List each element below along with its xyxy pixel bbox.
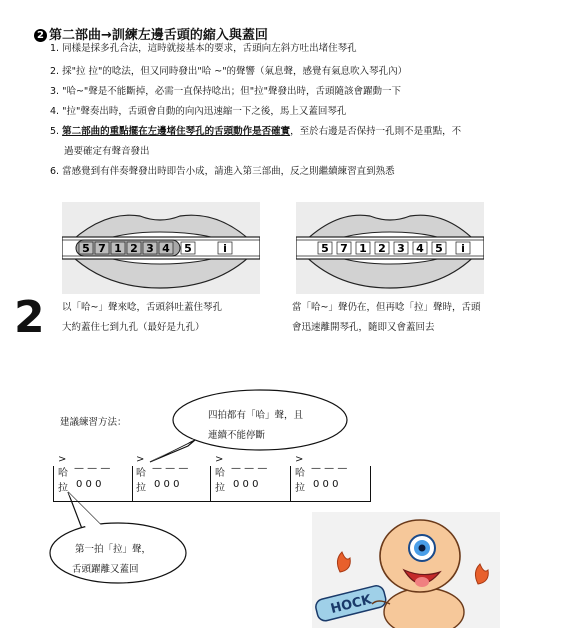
ha-sustain: — — — bbox=[231, 463, 268, 474]
rest-beats: 0 0 0 bbox=[154, 479, 180, 490]
bubble-bottom-line-2: 舌頭躍離又蓋回 bbox=[72, 564, 139, 575]
ha-syllable: 哈 bbox=[58, 468, 68, 479]
cartoon-character-illustration bbox=[312, 512, 500, 628]
accent-mark: > bbox=[215, 454, 224, 465]
bubble-top-line-2: 連續不能停斷 bbox=[208, 430, 266, 441]
rest-beats: 0 0 0 bbox=[313, 479, 339, 490]
accent-mark: > bbox=[58, 454, 67, 465]
accent-mark: > bbox=[136, 454, 145, 465]
la-syllable: 拉 bbox=[215, 483, 225, 494]
hole-label: 4 bbox=[162, 242, 170, 255]
step-3: 3. "哈~"聲是不能斷掉，必需一直保持唸出；但"拉"聲發出時，舌頭隨該會躍動一下 bbox=[50, 86, 402, 97]
hole-label: 4 bbox=[416, 242, 424, 255]
caption-left-line-1: 以「哈~」聲來唸，舌頭斜吐蓋住琴孔 bbox=[62, 302, 222, 313]
svg-text:HOCK: HOCK bbox=[329, 592, 374, 618]
section-number-badge: 2 bbox=[34, 29, 47, 42]
ha-syllable: 哈 bbox=[136, 468, 146, 479]
practice-label: 建議練習方法： bbox=[60, 417, 127, 428]
hole-label: 7 bbox=[340, 242, 348, 255]
step-2: 2. 採"拉 拉"的唸法，但又同時發出"哈 ~"的聲響（氣息聲，感覺有氣息吹入琴孔內） bbox=[50, 66, 408, 77]
hole-label: i bbox=[223, 242, 227, 255]
hole-label: 5 bbox=[184, 242, 192, 255]
bubble-top-line-1: 四拍都有「哈」聲，且 bbox=[208, 410, 304, 421]
accent-mark: > bbox=[295, 454, 304, 465]
ha-syllable: 哈 bbox=[215, 468, 225, 479]
hole-label: 3 bbox=[146, 242, 154, 255]
hole-label: 3 bbox=[397, 242, 405, 255]
step-5-continued: 過要確定有聲音發出 bbox=[64, 146, 150, 157]
hole-label: 1 bbox=[359, 242, 367, 255]
step-5-number: 5. bbox=[50, 126, 60, 137]
step-5-emphasis: 第二部曲的重點擺在左邊堵住琴孔的舌頭動作是否確實 bbox=[62, 126, 291, 137]
hole-label: i bbox=[461, 242, 465, 255]
la-syllable: 拉 bbox=[136, 483, 146, 494]
caption-left-line-2: 大約蓋住七到九孔（最好是九孔） bbox=[62, 322, 205, 333]
ha-sustain: — — — bbox=[152, 463, 189, 474]
rest-beats: 0 0 0 bbox=[233, 479, 259, 490]
step-5-rest: ，至於右邊是否保持一孔則不是重點，不 bbox=[290, 126, 462, 137]
rest-beats: 0 0 0 bbox=[76, 479, 102, 490]
step-4: 4. "拉"聲奏出時，舌頭會自動的向內迅速縮一下之後，馬上又蓋回琴孔 bbox=[50, 106, 347, 117]
hole-label: 5 bbox=[82, 242, 90, 255]
caption-right-line-2: 會迅速離開琴孔，隨即又會蓋回去 bbox=[292, 322, 435, 333]
hole-label: 5 bbox=[321, 242, 329, 255]
step-1: 1. 同樣是採多孔合法，這時就接基本的要求，舌頭向左斜方吐出堵住琴孔 bbox=[50, 43, 357, 54]
ha-sustain: — — — bbox=[311, 463, 348, 474]
la-syllable: 拉 bbox=[58, 483, 68, 494]
la-syllable: 拉 bbox=[295, 483, 305, 494]
hole-label: 2 bbox=[378, 242, 386, 255]
hole-label: 5 bbox=[435, 242, 443, 255]
ha-sustain: — — — bbox=[74, 463, 111, 474]
diagram-section-number: 2 bbox=[14, 292, 45, 343]
caption-right-line-1: 當「哈~」聲仍在，但再唸「拉」聲時，舌頭 bbox=[292, 302, 481, 313]
step-6: 6. 當感覺到有伴奏聲發出時即告小成，請進入第三部曲，反之則繼續練習直到熟悉 bbox=[50, 166, 395, 177]
ha-syllable: 哈 bbox=[295, 468, 305, 479]
section-title-text: 第二部曲→訓練左邊舌頭的縮入與蓋回 bbox=[49, 28, 268, 43]
bubble-bottom-line-1: 第一拍「拉」聲， bbox=[75, 544, 152, 555]
hole-label: 2 bbox=[130, 242, 138, 255]
hole-label: 7 bbox=[98, 242, 106, 255]
hole-label: 1 bbox=[114, 242, 122, 255]
